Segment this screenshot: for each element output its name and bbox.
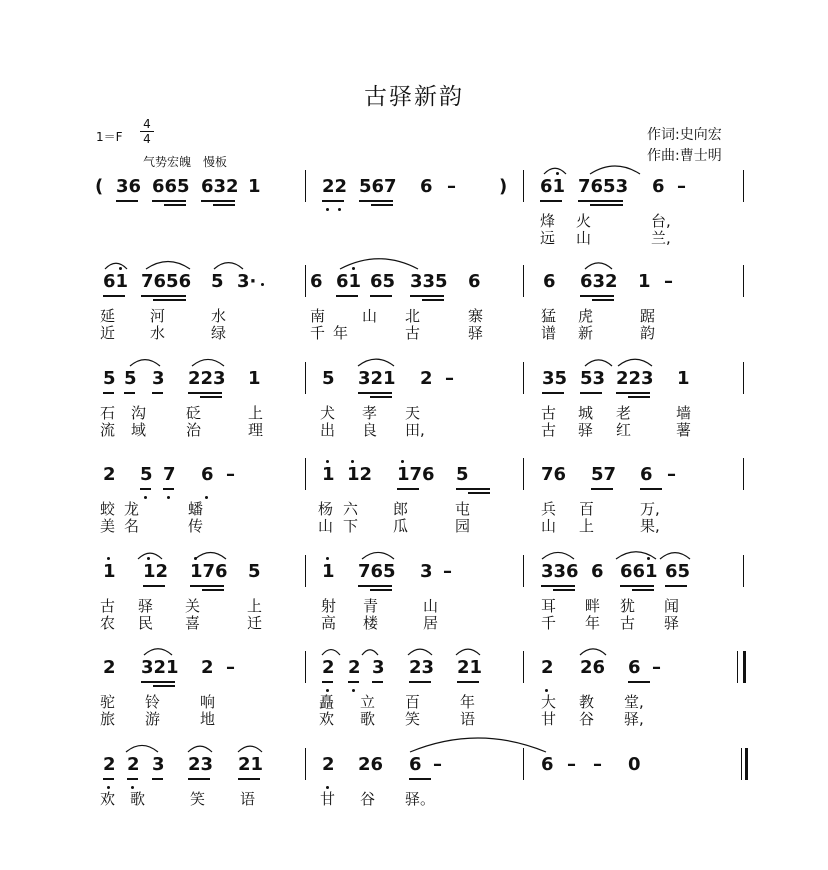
slur: [660, 553, 690, 559]
lyric-syllable: 台,: [651, 212, 671, 230]
note-group: 21: [457, 657, 483, 678]
note-group: 2: [103, 657, 116, 678]
lyric-syllable: 欢: [319, 710, 335, 728]
lyric-syllable: 响: [200, 693, 216, 711]
lyric-syllable: 古: [405, 324, 421, 342]
octave-dot: [401, 460, 404, 463]
lyric-syllable: 旅: [100, 710, 116, 728]
lyric-syllable: 六: [343, 500, 359, 518]
lyric-syllable: 新: [578, 324, 594, 342]
lyric-syllable: 河: [150, 307, 166, 325]
lyric-syllable: 古: [541, 404, 557, 422]
lyric-syllable: 民: [138, 614, 154, 632]
time-signature: [140, 118, 154, 145]
lyric-syllable: 薯: [676, 421, 692, 439]
lyric-syllable: 畔: [585, 597, 601, 615]
dash: –: [226, 464, 235, 485]
lyric-syllable: 名: [124, 517, 140, 535]
lyric-syllable: 古: [541, 421, 557, 439]
slur: [192, 359, 224, 366]
lyric-syllable: 郎: [393, 500, 409, 518]
lyric-syllable: 治: [186, 421, 202, 439]
repeat-paren: ): [499, 176, 508, 197]
key-signature: 1＝F: [96, 130, 123, 144]
note-group: 1: [103, 561, 116, 582]
lyric-syllable: 上: [579, 517, 595, 535]
lyric-syllable: 驿。: [405, 790, 436, 808]
note-group: 335: [410, 271, 448, 292]
lyric-syllable: 猛: [541, 307, 557, 325]
note-group: 6: [543, 271, 556, 292]
lyric-syllable: 矗: [319, 693, 335, 711]
slur: [590, 166, 640, 174]
lyric-syllable: 上: [247, 597, 263, 615]
slur: [195, 553, 226, 559]
lyric-syllable: 青: [363, 597, 379, 615]
lyric-syllable: 笑: [405, 710, 421, 728]
note-group: 57: [591, 464, 617, 485]
lyric-syllable: 古: [620, 614, 636, 632]
note-group: 2: [201, 657, 214, 678]
note-group: 6: [468, 271, 481, 292]
note-group: 12: [143, 561, 169, 582]
note-group: 6: [541, 754, 554, 775]
lyric-syllable: 年: [460, 693, 476, 711]
note-group: 5: [124, 368, 137, 389]
note-group: 336: [541, 561, 579, 582]
lyric-syllable: 山: [576, 229, 592, 247]
dash: –: [433, 754, 442, 775]
lyric-syllable: 城: [578, 404, 594, 422]
dash: –: [677, 176, 686, 197]
slur: [358, 359, 394, 366]
lyricist-credit: 作词:史向宏: [647, 127, 722, 143]
note-group: 2: [103, 754, 116, 775]
dash: –: [593, 754, 602, 775]
lyric-syllable: 韵: [640, 324, 656, 342]
lyric-syllable: 歌: [360, 710, 376, 728]
note-group: 3: [372, 657, 385, 678]
lyric-syllable: 驼: [100, 693, 116, 711]
lyric-syllable: 语: [240, 790, 256, 808]
note-group: 65: [665, 561, 691, 582]
time-signature-bottom: 4: [143, 132, 151, 146]
composer-credit: 作曲:曹士明: [647, 148, 722, 164]
note-group: 2: [103, 464, 116, 485]
lyric-syllable: 铃: [145, 693, 161, 711]
note-group: 1: [638, 271, 651, 292]
note-group: 567: [359, 176, 397, 197]
slur: [188, 746, 212, 752]
lyric-syllable: 水: [150, 324, 166, 342]
dash: –: [443, 561, 452, 582]
dash: –: [445, 368, 454, 389]
note-group: 22: [322, 176, 348, 197]
note-group: 36: [116, 176, 142, 197]
lyric-syllable: 龙: [124, 500, 140, 518]
lyric-syllable: 踞: [640, 307, 656, 325]
lyric-syllable: 北: [405, 307, 421, 325]
note-group: 6: [652, 176, 665, 197]
lyric-syllable: 山: [318, 517, 334, 535]
lyric-syllable: 水: [211, 307, 227, 325]
lyric-syllable: 驿: [664, 614, 680, 632]
octave-dot: [107, 557, 110, 560]
note-group: 6: [420, 176, 433, 197]
lyric-syllable: 高: [321, 614, 337, 632]
lyric-syllable: 美: [100, 517, 116, 535]
lyric-syllable: 砭: [186, 404, 202, 422]
lyric-syllable: 喜: [185, 614, 201, 632]
lyric-syllable: 山: [423, 597, 439, 615]
note-group: 176: [397, 464, 435, 485]
slur: [410, 738, 546, 752]
lyric-syllable: 百: [405, 693, 421, 711]
lyric-syllable: 瓜: [393, 517, 409, 535]
lyric-syllable: 屯: [455, 500, 471, 518]
slur: [542, 552, 574, 559]
note-group: 632: [580, 271, 618, 292]
octave-dot: [351, 460, 354, 463]
lyric-syllable: 上: [248, 404, 264, 422]
lyric-syllable: 谷: [579, 710, 595, 728]
lyric-syllable: 南: [310, 307, 326, 325]
lyric-syllable: 孝: [362, 404, 378, 422]
lyric-syllable: 堂,: [624, 693, 644, 711]
lyric-syllable: 出: [320, 421, 336, 439]
lyric-syllable: 甘: [320, 790, 336, 808]
note-group: 1: [248, 368, 261, 389]
note-group: 176: [190, 561, 228, 582]
lyric-syllable: 谱: [541, 324, 557, 342]
lyric-syllable: 迁: [247, 614, 263, 632]
lyric-syllable: 甘: [541, 710, 557, 728]
lyric-syllable: 教: [579, 693, 595, 711]
note-group: 2: [348, 657, 361, 678]
slurs: [0, 176, 828, 216]
note-group: 3: [420, 561, 433, 582]
note-group: 2: [322, 754, 335, 775]
lyric-syllable: 沟: [131, 404, 147, 422]
dash: –: [447, 176, 456, 197]
lyric-syllable: 果,: [640, 517, 660, 535]
slur: [126, 745, 158, 752]
note-group: 321: [358, 368, 396, 389]
note-group: 21: [238, 754, 264, 775]
lyric-syllable: 老: [616, 404, 632, 422]
slur: [130, 360, 160, 366]
slur: [146, 261, 190, 269]
lyric-syllable: 万,: [640, 500, 660, 518]
lyric-syllable: 理: [248, 421, 264, 439]
note-group: 6: [640, 464, 653, 485]
lyric-syllable: 年: [333, 324, 349, 342]
lyric-syllable: 闻: [664, 597, 680, 615]
slur: [456, 649, 480, 655]
lyric-syllable: 良: [362, 421, 378, 439]
lyric-syllable: 欢: [100, 790, 116, 808]
note-group: 765: [358, 561, 396, 582]
note-group: 7: [163, 464, 176, 485]
lyric-syllable: 谷: [360, 790, 376, 808]
note-group: 61: [540, 176, 566, 197]
slur: [214, 263, 243, 269]
note-group: 23: [409, 657, 435, 678]
note-group: 0: [628, 754, 641, 775]
lyric-syllable: 千: [541, 614, 557, 632]
note-group: 6: [628, 657, 641, 678]
note-group: 632: [201, 176, 239, 197]
lyric-syllable: 田,: [405, 421, 425, 439]
lyric-syllable: 古: [100, 597, 116, 615]
note-group: 1: [322, 464, 335, 485]
note-group: 65: [370, 271, 396, 292]
lyric-syllable: 绿: [211, 324, 227, 342]
lyric-syllable: 域: [131, 421, 147, 439]
note-group: 1: [322, 561, 335, 582]
slur: [362, 650, 378, 655]
note-group: 6: [310, 271, 323, 292]
note-group: 1: [248, 176, 261, 197]
slurs: [0, 561, 828, 601]
slur: [105, 263, 127, 269]
octave-dot: [326, 557, 329, 560]
lyric-syllable: 蛟: [100, 500, 116, 518]
note-group: 2: [541, 657, 554, 678]
lyric-syllable: 百: [579, 500, 595, 518]
note-group: 61: [103, 271, 129, 292]
lyric-syllable: 耳: [541, 597, 557, 615]
note-group: 26: [358, 754, 384, 775]
lyric-syllable: 火: [576, 212, 592, 230]
lyric-syllable: 寨: [468, 307, 484, 325]
lyric-syllable: 农: [100, 614, 116, 632]
lyric-syllable: 笑: [190, 790, 206, 808]
note-group: 223: [616, 368, 654, 389]
note-group: 35: [542, 368, 568, 389]
lyric-syllable: 居: [423, 614, 439, 632]
dash: –: [667, 464, 676, 485]
octave-dot: [326, 460, 329, 463]
lyric-syllable: 传: [188, 517, 204, 535]
note-group: 23: [188, 754, 214, 775]
slur: [238, 746, 262, 752]
repeat-paren: (: [95, 176, 104, 197]
slur: [144, 649, 172, 655]
lyric-syllable: 园: [455, 517, 471, 535]
lyric-syllable: 山: [362, 307, 378, 325]
note-group: 2: [322, 657, 335, 678]
lyric-syllable: 下: [343, 517, 359, 535]
octave-dot: [352, 267, 355, 270]
octave-dot: [647, 557, 650, 560]
octave-dot: [556, 172, 559, 175]
lyric-syllable: 语: [460, 710, 476, 728]
lyric-syllable: 驿,: [624, 710, 644, 728]
lyric-syllable: 石: [100, 404, 116, 422]
lyric-syllable: 烽: [540, 212, 556, 230]
lyric-syllable: 蟠: [188, 500, 204, 518]
time-signature-top: 4: [143, 117, 151, 131]
slur: [585, 263, 612, 269]
lyric-syllable: 犹: [620, 597, 636, 615]
slur: [580, 649, 606, 655]
note-group: 3·: [237, 271, 257, 292]
note-group: 26: [580, 657, 606, 678]
slur: [322, 650, 340, 655]
lyric-syllable: 远: [540, 229, 556, 247]
lyric-syllable: 天: [405, 404, 421, 422]
note-group: 53: [580, 368, 606, 389]
note-group: 5: [456, 464, 469, 485]
slur: [585, 360, 612, 366]
note-group: 12: [347, 464, 373, 485]
octave-dot: [147, 557, 150, 560]
dash: –: [652, 657, 661, 678]
note-group: 5: [322, 368, 335, 389]
lyric-syllable: 墙: [676, 404, 692, 422]
lyric-syllable: 犬: [320, 404, 336, 422]
dash: –: [226, 657, 235, 678]
note-group: 6: [409, 754, 422, 775]
lyric-syllable: 千: [310, 324, 326, 342]
note-group: 2: [127, 754, 140, 775]
note-group: 223: [188, 368, 226, 389]
slur: [138, 553, 162, 559]
note-group: 2: [420, 368, 433, 389]
note-group: 1: [677, 368, 690, 389]
lyric-syllable: 近: [100, 324, 116, 342]
lyric-syllable: 楼: [363, 614, 379, 632]
dash: –: [664, 271, 673, 292]
lyric-syllable: 山: [541, 517, 557, 535]
note-group: 6: [591, 561, 604, 582]
note-group: 7653: [578, 176, 629, 197]
lyric-syllable: 兵: [541, 500, 557, 518]
lyric-syllable: 关: [185, 597, 201, 615]
lyric-syllable: 年: [585, 614, 601, 632]
lyric-syllable: 射: [321, 597, 337, 615]
note-group: 76: [541, 464, 567, 485]
slur: [408, 649, 432, 655]
lyric-syllable: 兰,: [651, 229, 671, 247]
song-title: 古驿新韵: [364, 84, 464, 110]
note-group: 61: [336, 271, 362, 292]
note-group: 665: [152, 176, 190, 197]
note-group: 5: [103, 368, 116, 389]
note-group: 321: [141, 657, 179, 678]
lyric-syllable: 大: [541, 693, 557, 711]
note-group: 5: [140, 464, 153, 485]
lyric-syllable: 驿: [468, 324, 484, 342]
octave-dot: [119, 267, 122, 270]
slur: [618, 359, 652, 366]
lyric-syllable: 游: [145, 710, 161, 728]
slur: [362, 552, 394, 559]
lyric-syllable: 驿: [138, 597, 154, 615]
dash: –: [567, 754, 576, 775]
lyric-syllable: 虎: [578, 307, 594, 325]
note-group: 5: [248, 561, 261, 582]
note-group: 5: [211, 271, 224, 292]
lyric-syllable: 杨: [318, 500, 334, 518]
lyric-syllable: 歌: [130, 790, 146, 808]
lyric-syllable: 红: [616, 421, 632, 439]
lyric-syllable: 地: [200, 710, 216, 728]
lyric-syllable: 延: [100, 307, 116, 325]
note-group: 7656: [141, 271, 192, 292]
tempo-marking: 气势宏魄 慢板: [143, 155, 228, 169]
note-group: 3: [152, 754, 165, 775]
note-group: 661: [620, 561, 658, 582]
lyric-syllable: 立: [360, 693, 376, 711]
note-group: 3: [152, 368, 165, 389]
lyric-syllable: 流: [100, 421, 116, 439]
note-group: 6: [201, 464, 214, 485]
lyric-syllable: 驿: [578, 421, 594, 439]
